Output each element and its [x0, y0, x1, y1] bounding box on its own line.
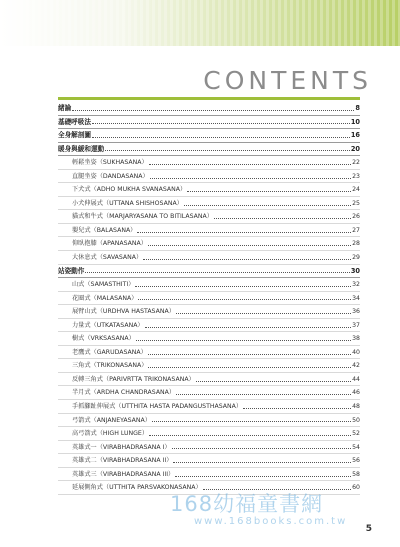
toc-entry-label: 高弓箭式（HIGH LUNGE） [72, 430, 149, 438]
dot-leader [176, 313, 351, 314]
toc-section-entry [58, 346, 360, 360]
toc-entry-label: 展臂山式（URDHVA HASTASANA） [72, 308, 175, 316]
toc-entry-label: 全身解剖圖 [58, 131, 91, 140]
toc-entry-label: 花圈式（MALASANA） [72, 294, 138, 302]
page-number: 5 [365, 524, 372, 534]
toc-entry-label: 反轉三角式（PARIVRTTA TRIKONASANA） [72, 375, 195, 383]
toc-entry-page: 22 [352, 159, 360, 167]
toc-entry-label: 老鷹式（GARUDASANA） [72, 348, 147, 356]
toc-section-entry [58, 441, 360, 455]
table-of-contents [58, 102, 360, 495]
dot-leader [203, 489, 351, 490]
toc-entry-page: 44 [352, 375, 360, 383]
toc-section-entry [58, 454, 360, 468]
dot-leader [214, 218, 351, 219]
toc-entry-page: 50 [352, 416, 360, 424]
toc-entry-page: 56 [352, 457, 360, 465]
toc-entry-label: 小犬伸展式（UTTANA SHISHOSANA） [72, 199, 183, 207]
toc-entry-page: 16 [350, 131, 360, 140]
toc-section-entry [58, 481, 360, 495]
toc-entry-label: 英雄式一（VIRABHADRASANA I） [72, 443, 171, 451]
toc-entry-page: 28 [352, 240, 360, 248]
toc-section-entry [58, 183, 360, 197]
toc-entry-label: 站姿動作 [58, 266, 85, 275]
dot-leader [148, 367, 351, 368]
toc-section-entry [58, 319, 360, 333]
toc-chapter-entry [58, 265, 360, 279]
dot-leader [148, 354, 351, 355]
toc-entry-label: 大休息式（SAVASANA） [72, 254, 143, 262]
toc-entry-label: 暖身與緩和運動 [58, 144, 105, 153]
toc-entry-label: 基礎呼吸法 [58, 117, 91, 126]
dot-leader [175, 476, 351, 477]
toc-entry-label: 英雄式二（VIRABHADRASANA II） [72, 457, 173, 465]
toc-entry-page: 36 [352, 308, 360, 316]
toc-section-entry [58, 224, 360, 238]
toc-section-entry [58, 468, 360, 482]
toc-section-entry [58, 237, 360, 251]
toc-entry-page: 26 [352, 213, 360, 221]
dot-leader [176, 394, 351, 395]
toc-entry-label: 直腿坐姿（DANDASANA） [72, 172, 149, 180]
dot-leader [136, 340, 351, 341]
toc-entry-label: 力量式（UTKATASANA） [72, 321, 144, 329]
toc-entry-page: 58 [352, 470, 360, 478]
toc-entry-page: 24 [352, 186, 360, 194]
dot-leader [85, 272, 349, 273]
toc-chapter-entry [58, 102, 360, 116]
title-rule [58, 97, 360, 100]
toc-entry-label: 仰臥抱膝（APANASANA） [72, 240, 147, 248]
toc-entry-label: 貓式和牛式（MARJARYASANA TO BITILASANA） [72, 213, 213, 221]
dot-leader [173, 462, 351, 463]
toc-entry-label: 輕鬆坐姿（SUKHASANA） [72, 159, 148, 167]
toc-entry-label: 三角式（TRIKONASANA） [72, 362, 148, 370]
dot-leader [243, 408, 351, 409]
toc-entry-page: 29 [352, 254, 360, 262]
toc-entry-page: 30 [350, 266, 360, 275]
toc-section-entry [58, 156, 360, 170]
header-banner [0, 0, 400, 46]
toc-section-entry [58, 305, 360, 319]
dot-leader [138, 299, 351, 300]
toc-entry-page: 42 [352, 362, 360, 370]
toc-entry-page: 38 [352, 335, 360, 343]
dot-leader [92, 137, 350, 138]
toc-section-entry [58, 292, 360, 306]
toc-section-entry [58, 427, 360, 441]
toc-section-entry [58, 400, 360, 414]
toc-section-entry [58, 359, 360, 373]
toc-entry-label: 下犬式（ADHO MUKHA SVANASANA） [72, 186, 187, 194]
dot-leader [172, 448, 352, 449]
toc-chapter-entry [58, 116, 360, 130]
toc-entry-label: 半月式（ARDHA CHANDRASANA） [72, 389, 176, 397]
toc-entry-page: 25 [352, 199, 360, 207]
dot-leader [187, 191, 351, 192]
dot-leader [152, 421, 351, 422]
dot-leader [143, 259, 351, 260]
watermark-url: www.168books.com.tw [194, 516, 348, 527]
banner-stripes [20, 0, 400, 46]
watermark-brand: 168幼福童書網 [170, 492, 324, 516]
toc-entry-label: 英雄式三（VIRABHADRASANA III） [72, 470, 175, 478]
toc-section-entry [58, 414, 360, 428]
toc-section-entry [58, 373, 360, 387]
dot-leader [149, 435, 351, 436]
toc-entry-page: 40 [352, 348, 360, 356]
toc-entry-page: 8 [355, 104, 360, 112]
toc-entry-page: 32 [352, 281, 360, 289]
toc-entry-label: 山式（SAMASTHITI） [72, 281, 135, 289]
toc-entry-page: 34 [352, 294, 360, 302]
dot-leader [148, 245, 351, 246]
toc-section-entry [58, 332, 360, 346]
toc-entry-page: 37 [352, 321, 360, 329]
toc-entry-page: 48 [352, 403, 360, 411]
toc-chapter-entry [58, 129, 360, 143]
toc-section-entry [58, 197, 360, 211]
toc-section-entry [58, 386, 360, 400]
toc-entry-label: 弓箭式（ANJANEYASANA） [72, 416, 151, 424]
toc-entry-page: 20 [350, 144, 360, 153]
toc-entry-page: 10 [350, 117, 360, 126]
toc-entry-label: 手抓腳趾伸展式（UTTHITA HASTA PADANGUSTHASANA） [72, 403, 243, 411]
page-title: CONTENTS [203, 66, 372, 95]
dot-leader [184, 205, 351, 206]
dot-leader [196, 381, 351, 382]
dot-leader [105, 150, 350, 151]
toc-section-entry [58, 278, 360, 292]
toc-entry-label: 樹式（VRKSASANA） [72, 335, 135, 343]
dot-leader [135, 286, 351, 287]
toc-section-entry [58, 210, 360, 224]
toc-section-entry [58, 170, 360, 184]
dot-leader [150, 178, 351, 179]
dot-leader [137, 232, 351, 233]
toc-entry-page: 54 [352, 443, 360, 451]
dot-leader [72, 110, 354, 111]
toc-entry-page: 52 [352, 430, 360, 438]
toc-chapter-entry [58, 143, 360, 157]
dot-leader [149, 164, 351, 165]
toc-entry-page: 23 [352, 172, 360, 180]
toc-entry-label: 延展側角式（UTTHITA PARSVAKONASANA） [72, 484, 202, 492]
dot-leader [92, 123, 350, 124]
dot-leader [145, 327, 352, 328]
toc-entry-label: 嬰兒式（BALASANA） [72, 226, 137, 234]
toc-entry-page: 27 [352, 226, 360, 234]
toc-entry-page: 46 [352, 389, 360, 397]
toc-section-entry [58, 251, 360, 265]
toc-entry-page: 60 [352, 484, 360, 492]
toc-entry-label: 緒論 [58, 104, 72, 112]
